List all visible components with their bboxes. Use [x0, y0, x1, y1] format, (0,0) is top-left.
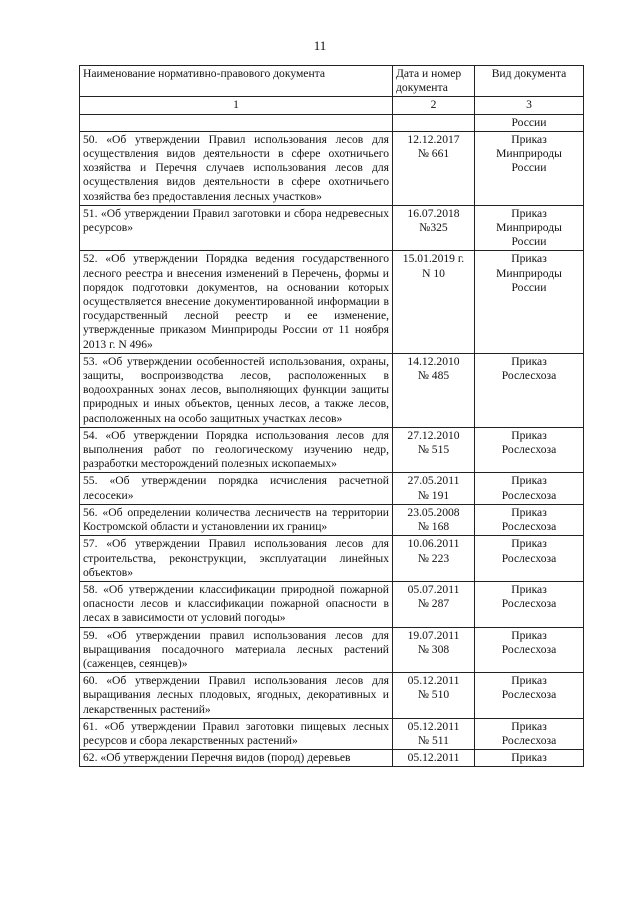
- document-type-cell: [475, 750, 584, 767]
- document-type-cell: [475, 627, 584, 673]
- header-date-number: Дата и номер документа: [393, 66, 475, 97]
- document-type-cell: [475, 504, 584, 535]
- document-date: 05.07.2011: [407, 582, 460, 596]
- document-type-cell: [475, 251, 584, 353]
- document-type-cell: [475, 427, 584, 473]
- table-row: [80, 718, 584, 749]
- document-type-line: Приказ: [511, 206, 547, 220]
- document-date: 14.12.2010: [407, 354, 460, 368]
- date-number-cell: [393, 581, 475, 627]
- column-number: 1: [80, 97, 393, 114]
- document-date: 12.12.2017: [407, 132, 460, 146]
- carry-over-date: [393, 114, 475, 131]
- document-type-line: Приказ: [511, 428, 547, 442]
- column-number: 3: [475, 97, 584, 114]
- carry-over-kind: России: [475, 114, 584, 131]
- document-name-cell: 50. «Об утверждении Правил использования лесов для осуществления видов деятельности в сфере охотничьего хозяйства и Перечня случаев использования лесов для осуществления видов деятельности в сфере охотничьего хозяйства без предоставления лесных участков»: [80, 131, 393, 205]
- document-type-line: Рослесхоза: [501, 688, 557, 702]
- table-row: [80, 504, 584, 535]
- column-number: 2: [393, 97, 475, 114]
- document-type-line: Приказ: [511, 474, 547, 488]
- date-number-cell: [393, 627, 475, 673]
- document-type-line: Приказ: [511, 132, 547, 146]
- carry-over-name: [80, 114, 393, 131]
- date-number-cell: [393, 673, 475, 719]
- table-header-row: [80, 66, 584, 97]
- document-date: 05.12.2011: [407, 751, 460, 765]
- document-type-line: Рослесхоза: [501, 488, 557, 502]
- document-type-line: Рослесхоза: [501, 443, 557, 457]
- date-number-cell: [393, 750, 475, 767]
- document-name-cell: 54. «Об утверждении Порядка использования лесов для выполнения работ по геологическому изучению недр, разработки месторождений полезных ископаемых»: [80, 427, 393, 473]
- document-type-cell: [475, 131, 584, 205]
- document-name-cell: 52. «Об утверждении Порядка ведения государственного лесного реестра и внесения изменений в Перечень, формы и порядок подготовки документов, на основании которых осуществляется внесение документированной информации в государственный лесной реестр и ее изменение, утвержденные приказом Минприроды России от 11 ноября 2013 г. N 496»: [80, 251, 393, 353]
- document-number: №325: [419, 221, 448, 235]
- document-date: 27.05.2011: [407, 474, 460, 488]
- document-type-line: Приказ: [511, 252, 547, 266]
- table-row: [80, 627, 584, 673]
- table-row: [80, 750, 584, 767]
- date-number-cell: [393, 205, 475, 251]
- document-type-line: Приказ: [511, 582, 547, 596]
- document-name-cell: 62. «Об утверждении Перечня видов (пород) деревьев: [80, 750, 393, 767]
- document-type-line: Рослесхоза: [501, 520, 557, 534]
- document-type-line: Рослесхоза: [501, 551, 557, 565]
- table-row: [80, 473, 584, 504]
- document-type-cell: [475, 205, 584, 251]
- date-number-cell: [393, 353, 475, 427]
- document-name-cell: 59. «Об утверждении правил использования лесов для выращивания посадочного материала лесных растений (саженцев, сеянцев)»: [80, 627, 393, 673]
- document-type-line: России: [511, 280, 547, 294]
- document-type-line: Минприроды: [496, 266, 562, 280]
- document-type-line: Приказ: [511, 751, 547, 765]
- date-number-cell: [393, 427, 475, 473]
- document-name-cell: 61. «Об утверждении Правил заготовки пищевых лесных ресурсов и сбора лекарственных растений»: [80, 718, 393, 749]
- carry-over-row: [80, 114, 584, 131]
- document-date: 19.07.2011: [407, 628, 460, 642]
- column-number-row: [80, 97, 584, 114]
- document-type-line: Приказ: [511, 537, 547, 551]
- document-type-line: Приказ: [511, 354, 547, 368]
- document-number: № 511: [418, 733, 449, 747]
- document-type-line: России: [511, 161, 547, 175]
- date-number-cell: [393, 251, 475, 353]
- document-date: 27.12.2010: [407, 428, 460, 442]
- document-name-cell: 55. «Об утверждении порядка исчисления расчетной лесосеки»: [80, 473, 393, 504]
- table-row: [80, 131, 584, 205]
- document-name-cell: 57. «Об утверждении Правил использования лесов для строительства, реконструкции, эксплуатации линейных объектов»: [80, 536, 393, 582]
- document-type-cell: [475, 353, 584, 427]
- table-row: [80, 536, 584, 582]
- date-number-cell: [393, 504, 475, 535]
- document-date: 10.06.2011: [407, 537, 460, 551]
- document-name-cell: 51. «Об утверждении Правил заготовки и сбора недревесных ресурсов»: [80, 205, 393, 251]
- document-number: № 191: [417, 488, 450, 502]
- date-number-cell: [393, 718, 475, 749]
- document-type-cell: [475, 536, 584, 582]
- document-type-line: Минприроды: [496, 221, 562, 235]
- document-number: № 661: [417, 147, 450, 161]
- document-type-line: России: [511, 235, 547, 249]
- document-type-line: Рослесхоза: [501, 642, 557, 656]
- table-row: [80, 427, 584, 473]
- document-type-line: Минприроды: [496, 147, 562, 161]
- document-date: 05.12.2011: [407, 719, 460, 733]
- document-type-line: Рослесхоза: [501, 369, 557, 383]
- document-number: № 485: [417, 369, 450, 383]
- header-document-type: Вид документа: [475, 66, 584, 97]
- table-row: [80, 353, 584, 427]
- document-type-line: Приказ: [511, 674, 547, 688]
- document-type-line: Приказ: [511, 628, 547, 642]
- document-number: № 308: [417, 642, 450, 656]
- table-row: [80, 673, 584, 719]
- page-number: 11: [313, 38, 327, 53]
- document-name-cell: 53. «Об утверждении особенностей использования, охраны, защиты, воспроизводства лесов, расположенных в водоохранных зонах лесов, выполняющих функции защиты природных и иных объектов, ценных лесов, а также лесов, расположенных на особо защитных участках лесов»: [80, 353, 393, 427]
- document-type-cell: [475, 473, 584, 504]
- document-type-line: Рослесхоза: [501, 597, 557, 611]
- header-document-name: Наименование нормативно-правового документа: [80, 66, 393, 97]
- table-row: [80, 251, 584, 353]
- document-number: № 223: [417, 551, 450, 565]
- document-type-line: Приказ: [511, 505, 547, 519]
- document-number: № 515: [417, 443, 450, 457]
- document-name-cell: 56. «Об определении количества лесничеств на территории Костромской области и установлении их границ»: [80, 504, 393, 535]
- document-type-cell: [475, 581, 584, 627]
- table-row: [80, 205, 584, 251]
- document-date: 05.12.2011: [407, 674, 460, 688]
- document-number: N 10: [422, 266, 445, 280]
- document-name-cell: 58. «Об утверждении классификации природной пожарной опасности лесов и классификации пожарной опасности в лесах в зависимости от условий погоды»: [80, 581, 393, 627]
- document-date: 15.01.2019 г.: [402, 252, 465, 266]
- document-number: № 287: [417, 597, 450, 611]
- document-number: № 510: [417, 688, 450, 702]
- date-number-cell: [393, 536, 475, 582]
- document-type-line: Приказ: [511, 719, 547, 733]
- date-number-cell: [393, 473, 475, 504]
- document-type-cell: [475, 673, 584, 719]
- table-row: [80, 581, 584, 627]
- document-date: 16.07.2018: [407, 206, 460, 220]
- document-date: 23.05.2008: [407, 505, 460, 519]
- regulations-table: [79, 65, 584, 767]
- document-type-line: Рослесхоза: [501, 733, 557, 747]
- document-number: № 168: [417, 520, 450, 534]
- document-type-cell: [475, 718, 584, 749]
- document-name-cell: 60. «Об утверждении Правил использования лесов для выращивания лесных плодовых, ягодных, декоративных и лекарственных растений»: [80, 673, 393, 719]
- date-number-cell: [393, 131, 475, 205]
